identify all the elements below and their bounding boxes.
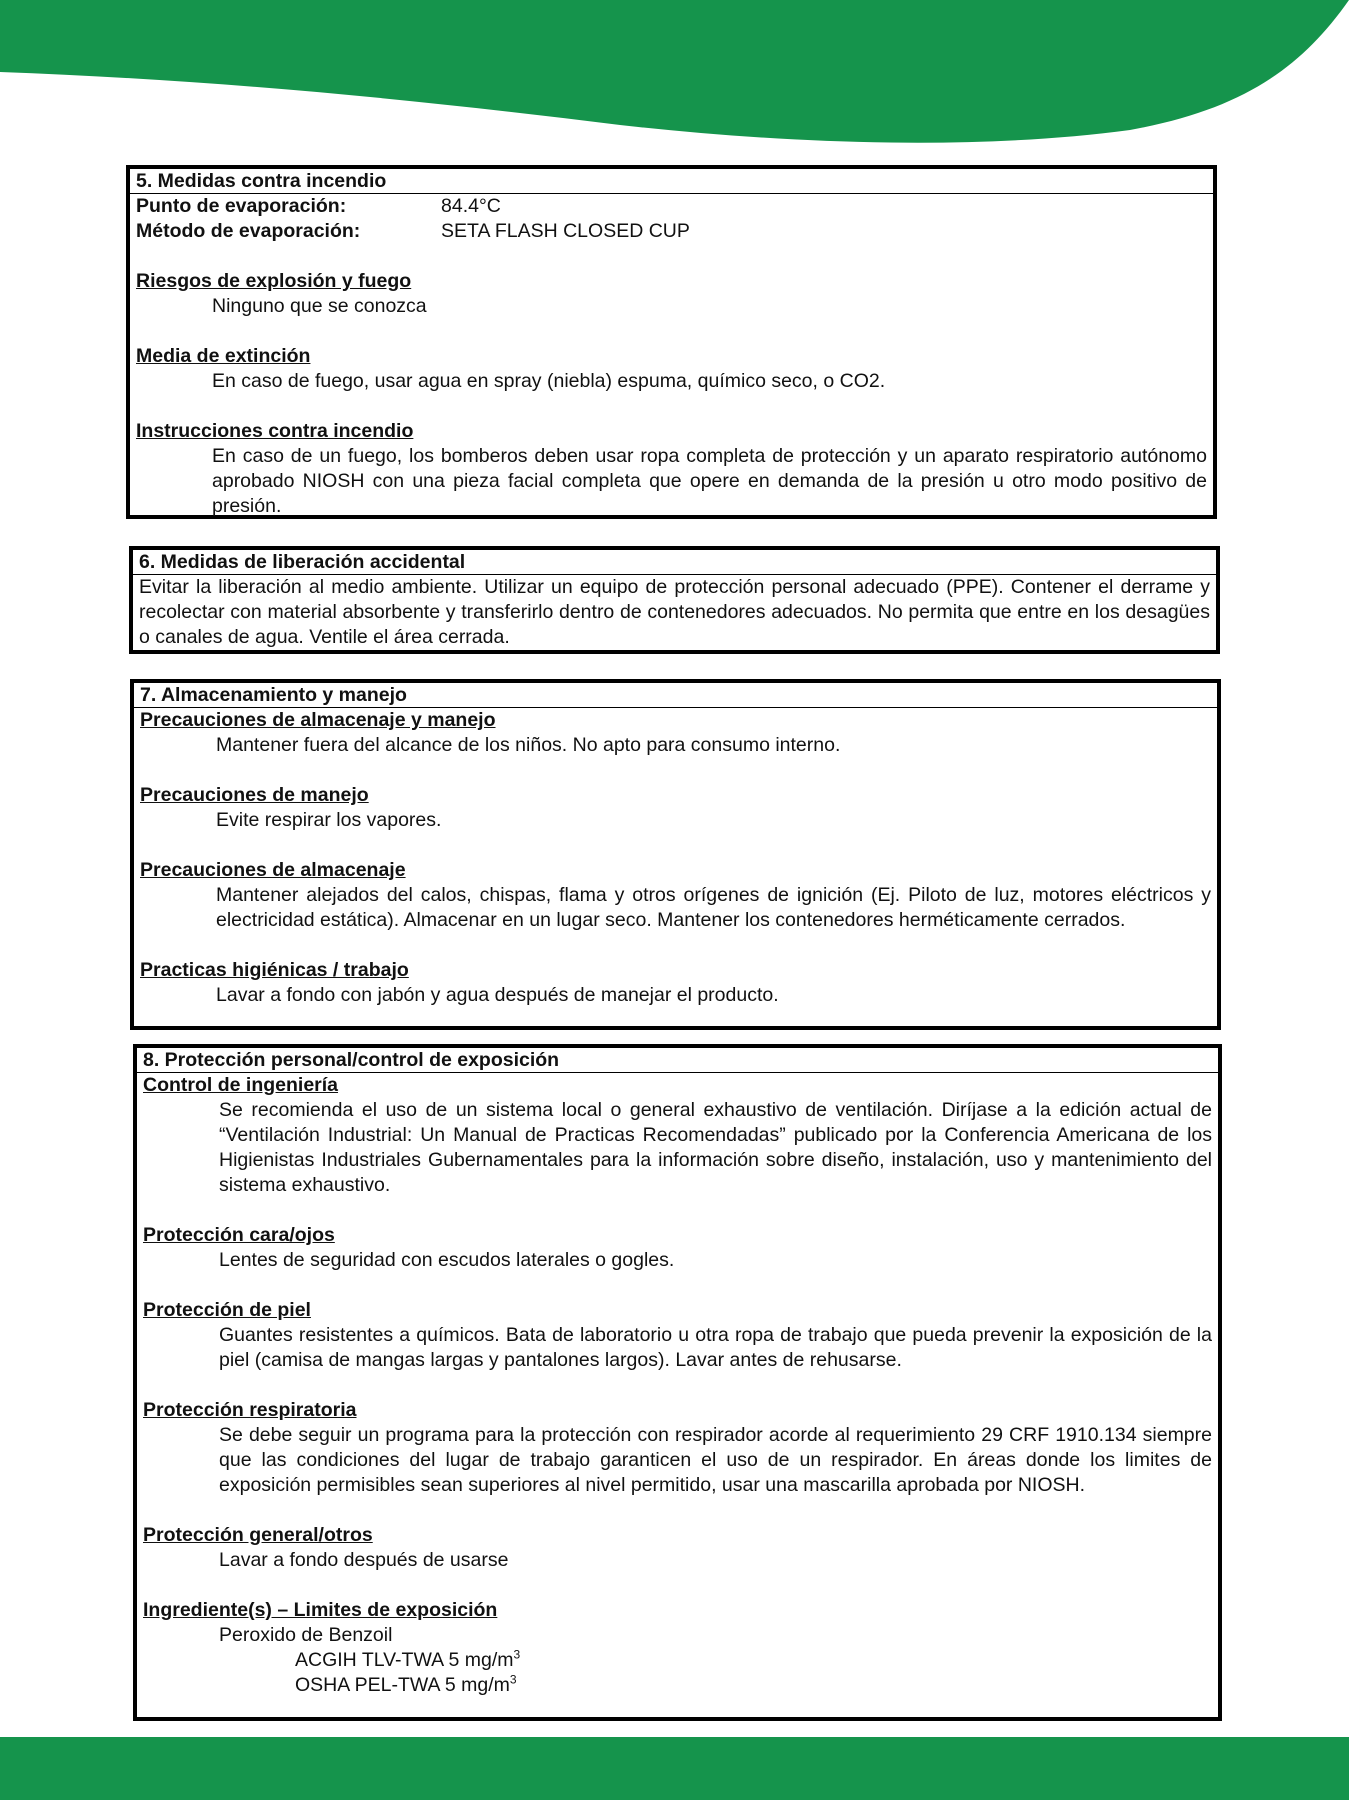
general-protection-heading: Protección general/otros bbox=[143, 1524, 373, 1546]
section-fire-fighting bbox=[126, 165, 1217, 519]
general-protection-text: Lavar a fondo después de usarse bbox=[219, 1549, 509, 1571]
skin-protection-text: Guantes resistentes a químicos. Bata de laboratorio u otra ropa de trabajo que pueda prevenir la exposición de la piel (camisa de mangas largas y pantalones largos). Lavar antes de rehusarse. bbox=[219, 1324, 1212, 1371]
flash-point-label: Punto de evaporación: bbox=[136, 195, 347, 217]
risks-text: Ninguno que se conozca bbox=[212, 295, 427, 317]
respiratory-protection-heading: Protección respiratoria bbox=[143, 1399, 357, 1421]
exposure-limits-heading: Ingrediente(s) – Limites de exposición bbox=[143, 1599, 498, 1621]
flash-method-row bbox=[136, 219, 1207, 244]
flash-method-value: SETA FLASH CLOSED CUP bbox=[441, 220, 690, 242]
engineering-control-heading: Control de ingeniería bbox=[143, 1074, 339, 1096]
hygiene-text: Lavar a fondo con jabón y agua después de manejar el producto. bbox=[216, 984, 779, 1006]
flash-point-value: 84.4°C bbox=[441, 195, 501, 217]
section-title: 8. Protección personal/control de exposición bbox=[137, 1048, 1218, 1073]
handling-heading: Precauciones de manejo bbox=[140, 784, 369, 806]
storage-heading: Precauciones de almacenaje bbox=[140, 859, 406, 881]
risks-heading: Riesgos de explosión y fuego bbox=[136, 270, 412, 292]
section-title: 7. Almacenamiento y manejo bbox=[134, 683, 1217, 708]
header-wave bbox=[0, 0, 1349, 150]
extinction-text: En caso de fuego, usar agua en spray (niebla) espuma, químico seco, o CO2. bbox=[212, 370, 886, 392]
storage-handling-heading: Precauciones de almacenaje y manejo bbox=[140, 709, 496, 731]
extinction-heading: Media de extinción bbox=[136, 345, 311, 367]
osha-limit: OSHA PEL-TWA 5 $mg/m^3$ bbox=[295, 1672, 517, 1696]
hygiene-heading: Practicas higiénicas / trabajo bbox=[140, 959, 409, 981]
section-accidental-release bbox=[129, 546, 1220, 654]
respiratory-protection-text: Se debe seguir un programa para la protección con respirador acorde al requerimiento 29 CRF 1910.134 siempre que las condiciones del lugar de trabajo garanticen el uso de un respirador. En áreas donde los limites de exposición permisibles sean superiores al nivel permitido, usar una mascarilla aprobada por NIOSH. bbox=[219, 1424, 1212, 1496]
section-personal-protection bbox=[133, 1044, 1222, 1721]
section-storage-handling bbox=[130, 679, 1221, 1030]
storage-text: Mantener alejados del calos, chispas, flama y otros orígenes de ignición (Ej. Piloto de luz, motores eléctricos y electricidad estática). Almacenar en un lugar seco. Mantener los contenedores herméticamente cerrados. bbox=[216, 884, 1211, 931]
section-title: 5. Medidas contra incendio bbox=[130, 169, 1213, 194]
accidental-release-text: Evitar la liberación al medio ambiente. Utilizar un equipo de protección personal adecuado (PPE). Contener el derrame y recolectar con material absorbente y transferirlo dentro de contenedores adecuados. No permita que entre en los desagües o canales de agua. Ventile el área cerrada. bbox=[139, 576, 1210, 648]
engineering-control-text: Se recomienda el uso de un sistema local o general exhaustivo de ventilación. Diríjase a la edición actual de “Ventilación Industrial: Un Manual de Practicas Recomendadas” publicado por la Conferencia Americana de los Higienistas Industriales Gubernamentales para la información sobre diseño, instalación, uso y mantenimiento del sistema exhaustivo. bbox=[219, 1099, 1212, 1196]
section-title: 6. Medidas de liberación accidental bbox=[133, 550, 1216, 575]
handling-text: Evite respirar los vapores. bbox=[216, 809, 442, 831]
flash-method-label: Método de evaporación: bbox=[136, 220, 361, 242]
eye-protection-heading: Protección cara/ojos bbox=[143, 1224, 335, 1246]
storage-handling-text: Mantener fuera del alcance de los niños. No apto para consumo interno. bbox=[216, 734, 841, 756]
footer-bar bbox=[0, 1737, 1349, 1800]
flash-point-row bbox=[136, 194, 1207, 219]
instructions-text: En caso de un fuego, los bomberos deben usar ropa completa de protección y un aparato respiratorio autónomo aprobado NIOSH con una pieza facial completa que opere en demanda de la presión u otro modo positivo de presión. bbox=[212, 445, 1207, 517]
acgih-limit: ACGIH TLV-TWA 5 $mg/m^3$ bbox=[295, 1647, 521, 1671]
instructions-heading: Instrucciones contra incendio bbox=[136, 420, 414, 442]
ingredient-name: Peroxido de Benzoil bbox=[219, 1624, 393, 1646]
skin-protection-heading: Protección de piel bbox=[143, 1299, 311, 1321]
eye-protection-text: Lentes de seguridad con escudos laterales o gogles. bbox=[219, 1249, 675, 1271]
